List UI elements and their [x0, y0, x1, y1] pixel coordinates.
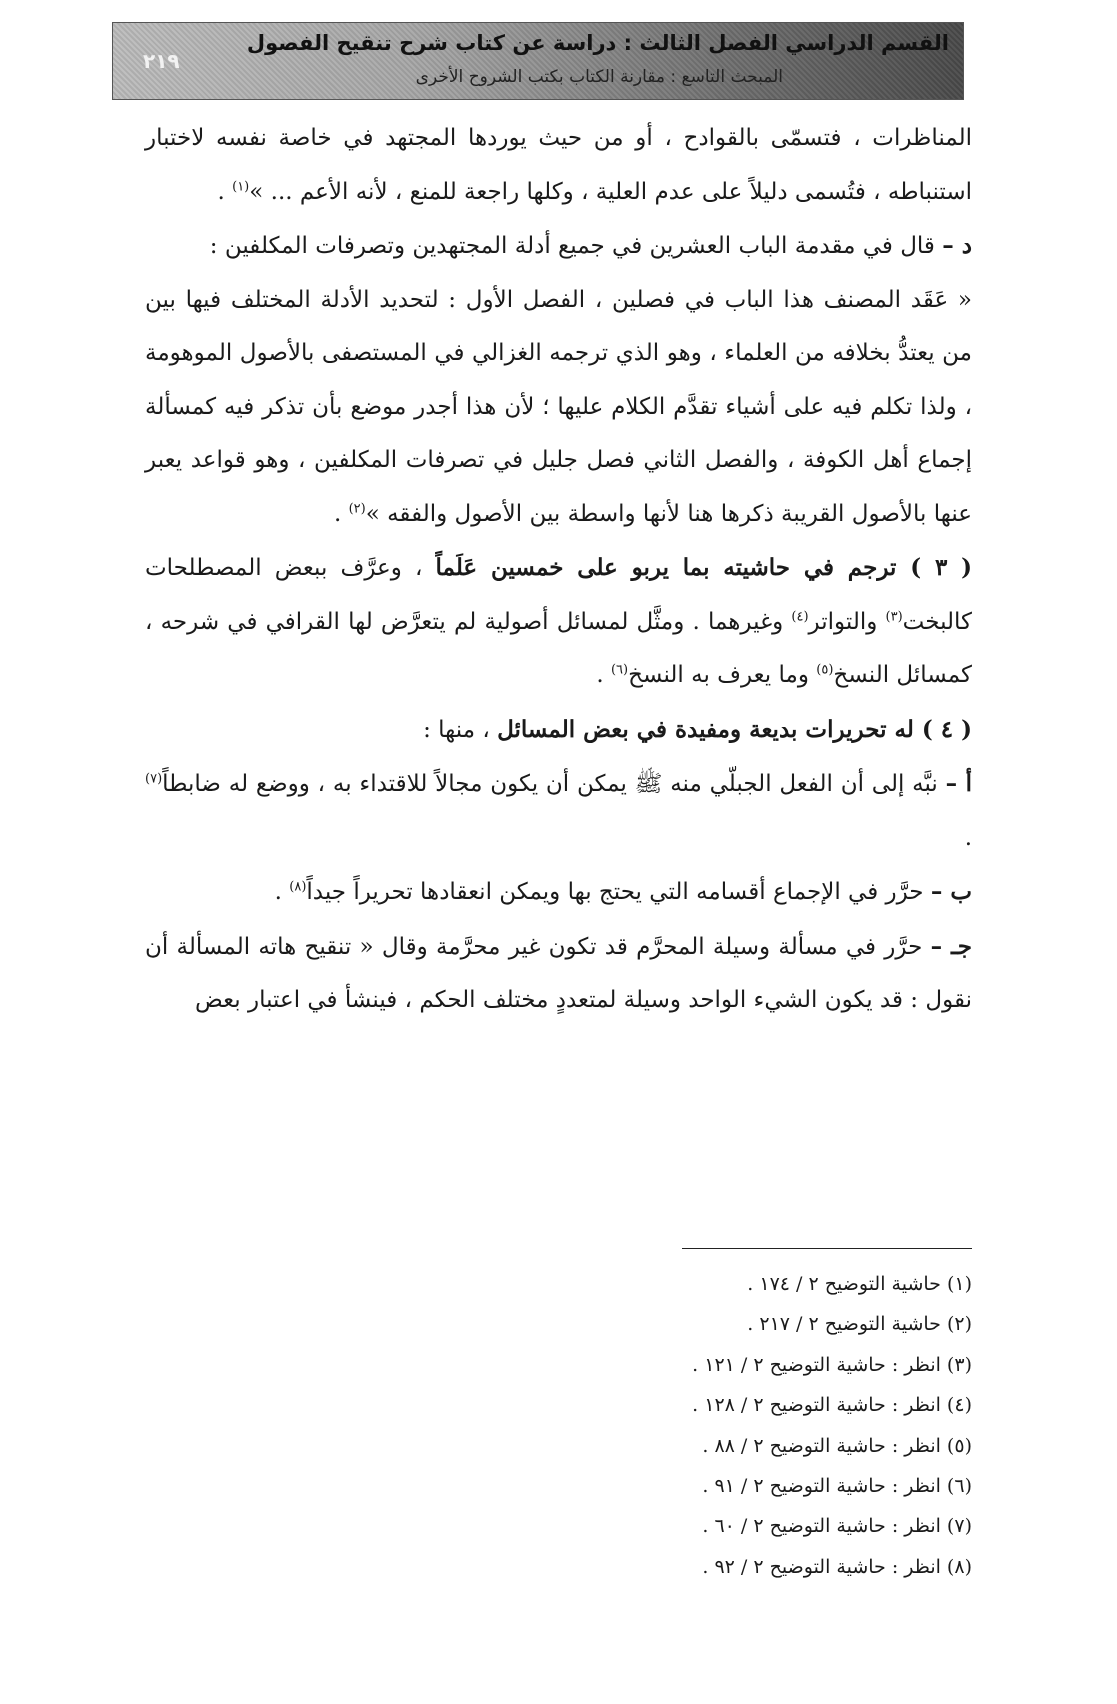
footnote-ref: (٤) [791, 608, 809, 624]
footnote-ref: (٥) [816, 662, 834, 678]
footnotes [272, 1264, 972, 1587]
paragraph-text: وما يعرف به النسخ [628, 662, 817, 688]
paragraph-end: . [964, 824, 972, 851]
item-label: ب – [930, 878, 972, 905]
paragraph-end: . [596, 662, 611, 688]
paragraph [145, 757, 972, 865]
paragraph-text: « عَقَد المصنف هذا الباب في فصلين ، الفصل الأول : لتحديد الأدلة المختلف فيها بين من يعتدُّ بخلافه من العلماء ، وهو الذي ترجمه الغزالي في المستصفى بالأصول الموهومة ، ولذا تكلم فيه على أشياء تقدَّم الكلام عليها ؛ لأن هذا أجدر موضع بأن تذكر فيه كمسألة إجماع أهل الكوفة ، والفصل الثاني فصل جليل في تصرفات المكلفين ، وهو قواعد يعبر عنها بالأصول القريبة ذكرها هنا لأنها واسطة بين الأصول والفقه » [145, 286, 972, 527]
paragraph-text: حرَّر في الإجماع أقسامه التي يحتج بها ويمكن انعقادها تحريراً جيداً [306, 879, 931, 905]
paragraph [145, 865, 972, 920]
paragraph [145, 541, 972, 703]
paragraph [145, 920, 972, 1028]
paragraph [145, 219, 972, 274]
footnote-ref: (٣) [885, 608, 903, 624]
footnote-ref: (٢) [348, 500, 366, 516]
main-text [145, 112, 972, 1028]
footnote: (٨) انظر : حاشية التوضيح ٢ / ٩٢ . [702, 1555, 972, 1578]
footnote: (٤) انظر : حاشية التوضيح ٢ / ١٢٨ . [692, 1394, 972, 1417]
paragraph [145, 274, 972, 542]
footnote: (٥) انظر : حاشية التوضيح ٢ / ٨٨ . [702, 1434, 972, 1457]
paragraph-text: قال في مقدمة الباب العشرين في جميع أدلة المجتهدين وتصرفات المكلفين : [209, 233, 943, 259]
paragraph-text: نبَّه إلى أن الفعل الجبلّي منه ﷺ يمكن أن يكون مجالاً للاقتداء به ، ووضع له ضابطاً [162, 771, 946, 797]
item-heading: ( ٣ ) ترجم في حاشيته بما يربو على خمسين عَلَماً [435, 554, 973, 581]
paragraph-text: ، منها : [423, 716, 498, 743]
header-subsection-title: المبحث التاسع : مقارنة الكتاب بكتب الشروح الأخرى [415, 67, 783, 87]
paragraph-text: وغيرهما . ومثَّل لمسائل أصولية لم يتعرَّض لها القرافي في شرحه ، كمسائل النسخ [145, 608, 972, 688]
header-section-title: القسم الدراسي الفصل الثالث : دراسة عن كتاب شرح تنقيح الفصول [246, 31, 949, 55]
footnote: (٧) انظر : حاشية التوضيح ٢ / ٦٠ . [702, 1515, 972, 1538]
paragraph-end: . [274, 879, 290, 905]
footnote: (١) حاشية التوضيح ٢ / ١٧٤ . [747, 1273, 972, 1295]
item-label: د – [942, 232, 972, 259]
footnote-ref: (٦) [610, 662, 629, 678]
footnote: (٦) انظر : حاشية التوضيح ٢ / ٩١ . [702, 1475, 972, 1498]
footnote-separator [682, 1248, 972, 1249]
footnote-ref: (٨) [289, 879, 307, 895]
footnote-ref: (١) [232, 178, 250, 194]
page-number: ٢١٩ [143, 49, 180, 73]
paragraph-end: . [217, 178, 233, 205]
item-heading: ( ٤ ) له تحريرات بديعة ومفيدة في بعض المسائل [497, 715, 972, 743]
running-header [112, 22, 964, 100]
footnote-ref: (٧) [145, 771, 163, 787]
paragraph-end: . [333, 500, 349, 527]
paragraph-text: المناظرات ، فتسمّى بالقوادح ، أو من حيث يوردها المجتهد في خاصة نفسه لاختبار استنباطه ، فتُسمى دليلاً على عدم العلية ، وكلها راجعة للمنع ، لأنه الأعم ... » [145, 125, 972, 205]
paragraph-text: والتواتر [808, 608, 886, 635]
item-label: أ – [945, 770, 973, 797]
paragraph [145, 703, 972, 758]
paragraph-text: حرَّر في مسألة وسيلة المحرَّم قد تكون غير محرَّمة وقال « تنقيح هاته المسألة أن نقول : قد يكون الشيء الواحد وسيلة لمتعددٍ مختلف الحكم ، فينشأ في اعتبار بعض [145, 933, 972, 1013]
paragraph [145, 112, 972, 219]
paragraph-text: ، وعرَّف ببعض المصطلحات كالبخت [145, 555, 972, 635]
footnote: (٢) حاشية التوضيح ٢ / ٢١٧ . [747, 1313, 972, 1336]
item-label: جـ – [930, 932, 972, 960]
footnote: (٣) انظر : حاشية التوضيح ٢ / ١٢١ . [692, 1353, 972, 1376]
